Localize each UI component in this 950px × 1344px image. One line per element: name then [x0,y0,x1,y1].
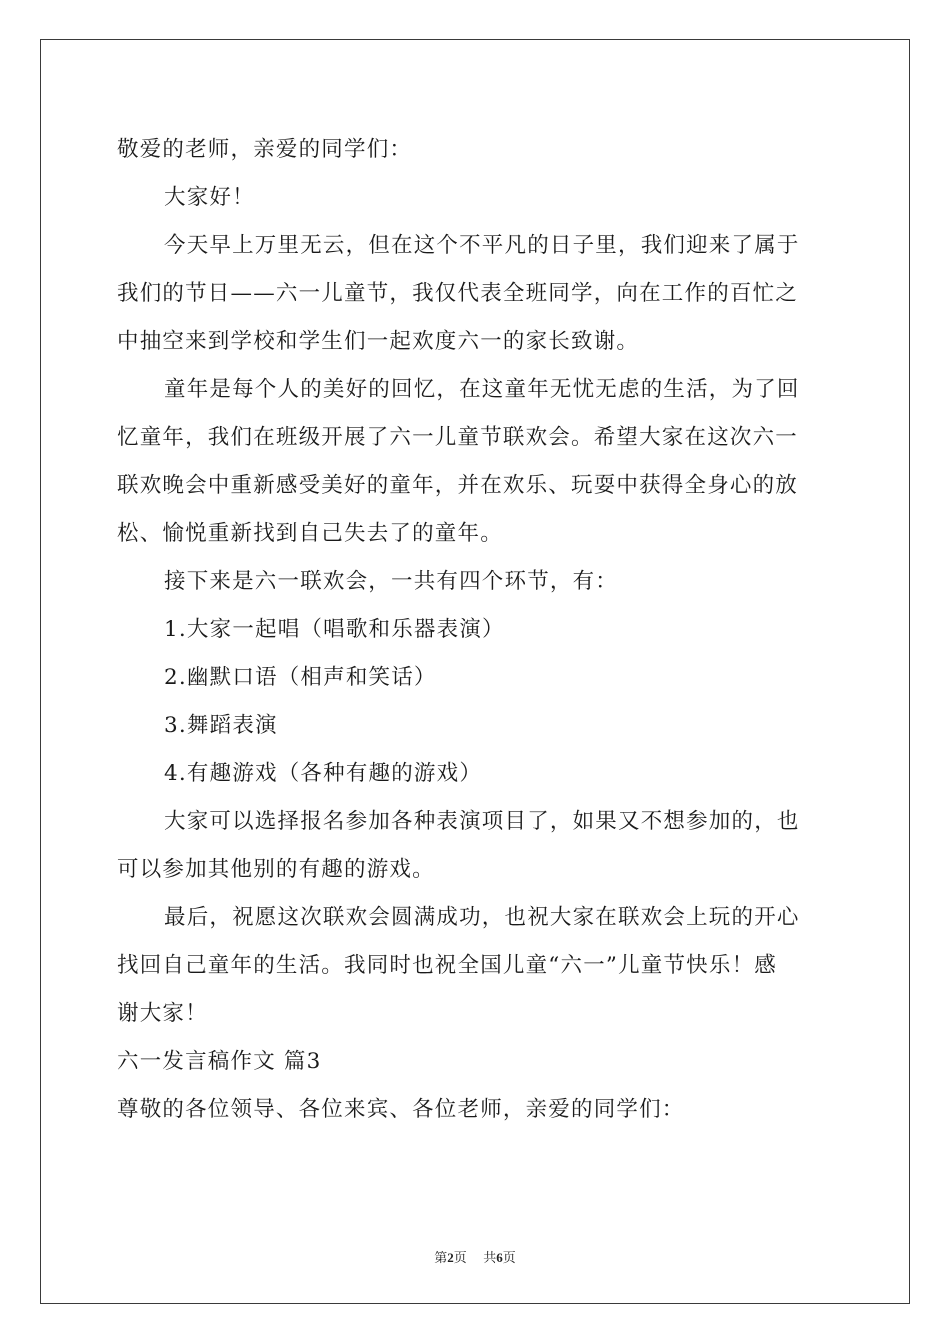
greeting: 大家好！ [164,185,255,210]
page-total: 6 [496,1250,503,1265]
paragraph-line: 最后，祝愿这次联欢会圆满成功，也祝大家在联欢会上玩的开心 [164,905,800,930]
paragraph-line: 接下来是六一联欢会，一共有四个环节，有： [164,569,619,594]
paragraph-line: 可以参加其他别的有趣的游戏。 [117,857,435,882]
paragraph-line: 大家可以选择报名参加各种表演项目了，如果又不想参加的，也 [164,809,800,834]
total-suffix: 页 [502,1251,516,1266]
document-body [117,126,837,1134]
section-heading: 六一发言稿作文 篇3 [117,1049,322,1074]
page-prefix: 第 [434,1251,448,1266]
page-suffix: 页 [453,1251,467,1266]
paragraph-line: 童年是每个人的美好的回忆，在这童年无忧无虑的生活，为了回 [164,377,800,402]
paragraph-line: 今天早上万里无云，但在这个不平凡的日子里，我们迎来了属于 [164,233,800,258]
paragraph-line: 中抽空来到学校和学生们一起欢度六一的家长致谢。 [117,329,640,354]
list-item: 2.幽默口语（相声和笑话） [164,665,437,690]
list-item: 1.大家一起唱（唱歌和乐器表演） [164,617,505,642]
page-footer [0,1247,950,1266]
paragraph-line: 忆童年，我们在班级开展了六一儿童节联欢会。希望大家在这次六一 [117,425,799,450]
list-item: 4.有趣游戏（各种有趣的游戏） [164,761,483,786]
page-current: 2 [447,1250,454,1265]
paragraph-line: 找回自己童年的生活。我同时也祝全国儿童“六一”儿童节快乐！感 [117,953,777,978]
salutation: 敬爱的老师，亲爱的同学们： [117,137,413,162]
paragraph-line: 谢大家！ [117,1001,208,1026]
paragraph-line: 联欢晚会中重新感受美好的童年，并在欢乐、玩耍中获得全身心的放 [117,473,799,498]
paragraph-line: 我们的节日——六一儿童节，我仅代表全班同学，向在工作的百忙之 [117,281,799,306]
total-prefix: 共 [483,1251,497,1266]
salutation: 尊敬的各位领导、各位来宾、各位老师，亲爱的同学们： [117,1097,685,1122]
paragraph-line: 松、愉悦重新找到自己失去了的童年。 [117,521,503,546]
list-item: 3.舞蹈表演 [164,713,278,738]
